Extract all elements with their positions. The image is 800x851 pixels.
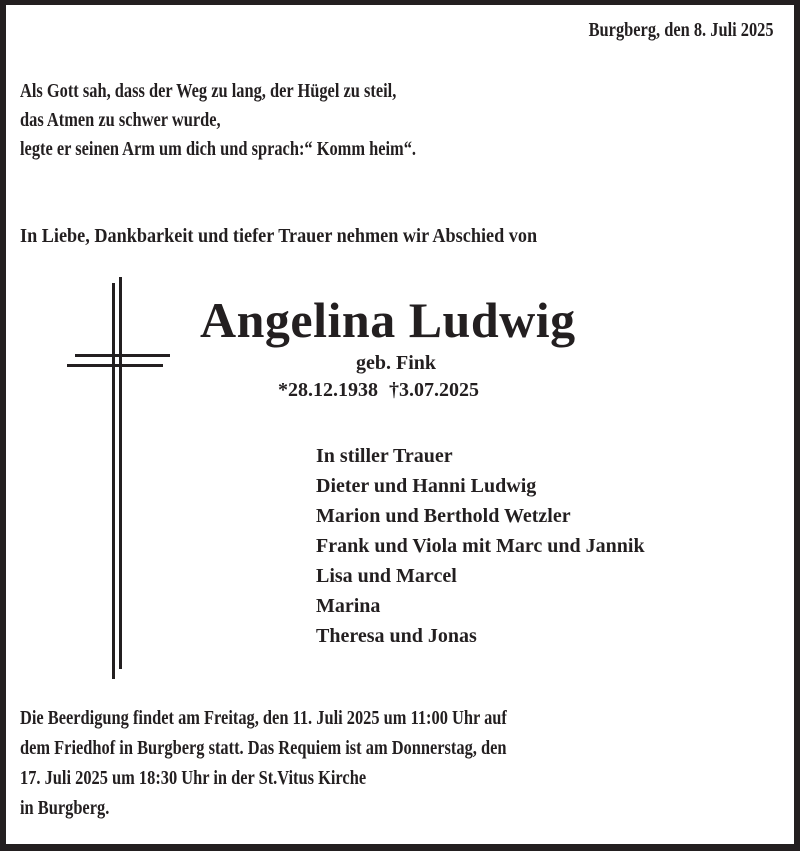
funeral-line: 17. Juli 2025 um 18:30 Uhr in der St.Vitus Kirche: [20, 767, 367, 789]
list-item: Marion und Berthold Wetzler: [316, 505, 571, 527]
funeral-line: dem Friedhof in Burgberg statt. Das Requiem ist am Donnerstag, den: [20, 737, 507, 759]
birth-name: geb. Fink: [356, 352, 437, 374]
list-item: Frank und Viola mit Marc und Jannik: [316, 535, 645, 557]
deceased-name: Angelina Ludwig: [200, 292, 576, 348]
life-dates: *28.12.1938 †3.07.2025: [278, 379, 479, 401]
list-item: Lisa und Marcel: [316, 565, 457, 587]
farewell-intro: In Liebe, Dankbarkeit und tiefer Trauer nehmen wir Abschied von: [20, 225, 538, 247]
place-date: Burgberg, den 8. Juli 2025: [589, 19, 774, 41]
funeral-line: in Burgberg.: [20, 797, 110, 819]
poem-line: Als Gott sah, dass der Weg zu lang, der Hügel zu steil,: [20, 80, 397, 102]
poem: [20, 77, 416, 164]
poem-line: legte er seinen Arm um dich und sprach:“ Komm heim“.: [20, 138, 417, 160]
obituary-notice: [6, 5, 794, 844]
list-item: Theresa und Jonas: [316, 625, 477, 647]
poem-line: das Atmen zu schwer wurde,: [20, 109, 221, 131]
list-item: In stiller Trauer: [316, 445, 453, 467]
funeral-line: Die Beerdigung findet am Freitag, den 11. Juli 2025 um 11:00 Uhr auf: [20, 707, 507, 729]
funeral-details: [20, 703, 507, 823]
list-item: Dieter und Hanni Ludwig: [316, 475, 537, 497]
mourners-list: [316, 441, 645, 651]
list-item: Marina: [316, 595, 381, 617]
